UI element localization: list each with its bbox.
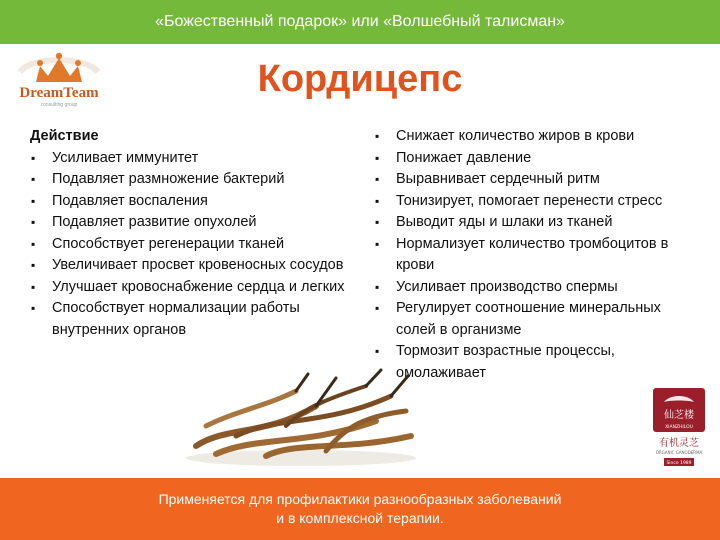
left-column	[30, 126, 355, 341]
list-item: ▪ Регулирует соотношение минеральных солей в организме	[374, 298, 694, 341]
list-item: ▪ Увеличивает просвет кровеносных сосудов	[30, 255, 355, 277]
list-item: ▪ Подавляет размножение бактерий	[30, 169, 355, 191]
header-text: «Божественный подарок» или «Волшебный талисман»	[155, 13, 565, 30]
list-item: ▪ Улучшает кровоснабжение сердца и легких	[30, 277, 355, 299]
list-item: ▪ Выравнивает сердечный ритм	[374, 169, 694, 191]
svg-text:ORGANIC GANODERMA: ORGANIC GANODERMA	[655, 450, 703, 455]
footer-bar	[0, 478, 720, 540]
list-item: ▪ Выводит яды и шлаки из тканей	[374, 212, 694, 234]
svg-text:XIANZHILOU: XIANZHILOU	[665, 425, 693, 430]
list-item: ▪ Усиливает производство спермы	[374, 277, 694, 299]
footer-line-2: и в комплексной терапии.	[276, 510, 444, 526]
list-item: ▪ Понижает давление	[374, 148, 694, 170]
cordyceps-photo	[176, 366, 426, 466]
list-item: ▪ Усиливает иммунитет	[30, 148, 355, 170]
logo-name: DreamTeam	[19, 85, 99, 101]
list-item: ▪ Способствует регенерации тканей	[30, 234, 355, 256]
right-list	[374, 126, 694, 384]
list-item: ▪ Снижает количество жиров в крови	[374, 126, 694, 148]
list-item: ▪ Тонизирует, помогает перенести стресс	[374, 191, 694, 213]
right-column	[374, 126, 694, 384]
logo-tagline: consulting group	[40, 102, 78, 108]
dreamteam-logo	[6, 52, 112, 110]
header-bar	[0, 0, 720, 44]
page-title: Кордицепс	[257, 58, 463, 100]
xianzhilou-logo-icon	[650, 388, 708, 468]
action-heading: Действие	[30, 128, 99, 144]
crown-people-icon	[6, 52, 112, 86]
left-list	[30, 148, 355, 342]
svg-text:Since 1989: Since 1989	[666, 461, 692, 466]
svg-text:仙芝楼: 仙芝楼	[664, 410, 694, 421]
list-item: ▪ Тормозит возрастные процессы, омолаживает	[374, 341, 694, 384]
list-item: ▪ Подавляет воспаления	[30, 191, 355, 213]
list-item: ▪ Подавляет развитие опухолей	[30, 212, 355, 234]
svg-text:有机灵芝: 有机灵芝	[659, 438, 699, 449]
footer-line-1: Применяется для профилактики разнообразных заболеваний	[158, 491, 562, 507]
xianzhilou-brand-logo	[650, 388, 708, 468]
list-item: ▪ Способствует нормализации работы внутренних органов	[30, 298, 355, 341]
list-item: ▪ Нормализует количество тромбоцитов в крови	[374, 234, 694, 277]
